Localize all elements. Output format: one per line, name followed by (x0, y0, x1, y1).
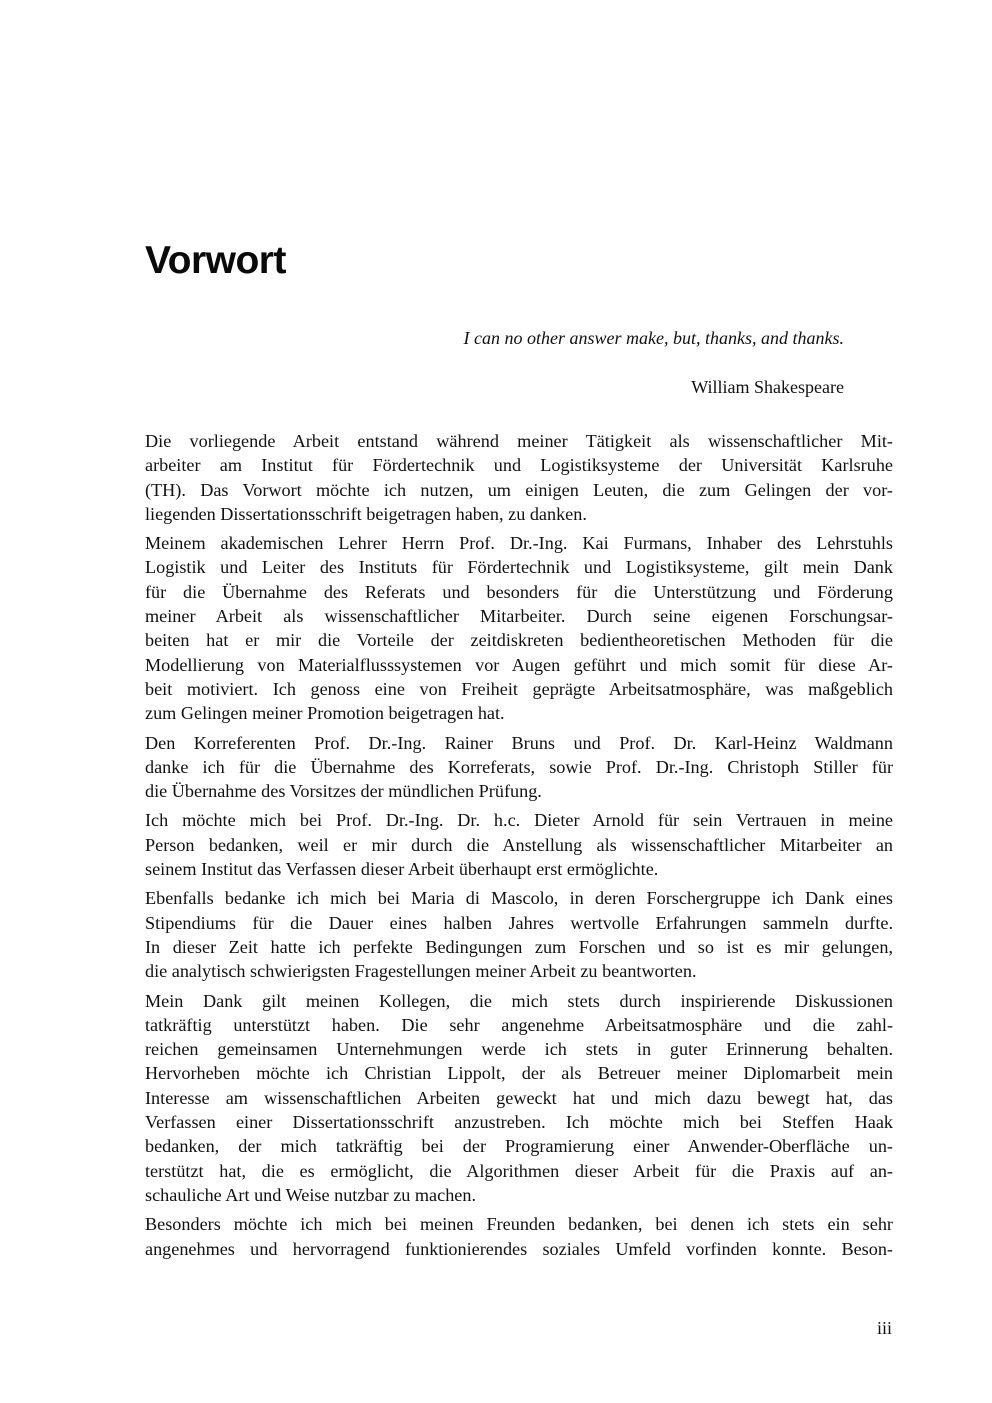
text-line: liegenden Dissertationsschrift beigetragen haben, zu danken. (145, 503, 587, 524)
text-line: Die vorliegende Arbeit entstand während meiner Tätigkeit als wissenschaftlicher Mit- (145, 431, 893, 451)
text-line: Verfassen einer Dissertationsschrift anzustreben. Ich möchte mich bei Steffen Haak (145, 1112, 893, 1133)
text-line: Mein Dank gilt meinen Kollegen, die mich stets durch inspirierende Diskussionen (145, 990, 893, 1011)
text-line: schauliche Art und Weise nutzbar zu machen. (145, 1184, 477, 1205)
text-line: beiten hat er mir die Vorteile der zeitdiskreten bedientheoretischen Methoden für die (145, 630, 893, 651)
paragraph-intro (145, 429, 893, 526)
text-line: danke ich für die Übernahme des Korreferats, sowie Prof. Dr.-Ing. Christoph Stiller für (145, 756, 893, 777)
text-line: arbeiter am Institut für Fördertechnik und Logistiksysteme der Universität Karlsruhe (145, 455, 893, 476)
text-line: Hervorheben möchte ich Christian Lippolt, der als Betreuer meiner Diplomarbeit mein (145, 1063, 893, 1084)
text-line: Meinem akademischen Lehrer Herrn Prof. Dr.-Ing. Kai Furmans, Inhaber des Lehrstuhls (145, 533, 893, 554)
text-line: seinem Institut das Verfassen dieser Arbeit überhaupt erst ermöglichte. (145, 859, 659, 880)
text-line: Ebenfalls bedanke ich mich bei Maria di Mascolo, in deren Forschergruppe ich Dank eines (145, 888, 893, 909)
text-line: bedanken, der mich tatkräftig bei der Programierung einer Anwender-Oberfläche un- (145, 1136, 893, 1157)
text-line: für die Übernahme des Referats und besonders für die Unterstützung und Förderung (145, 581, 893, 602)
text-line: Person bedanken, weil er mir durch die Anstellung als wissenschaftlicher Mitarbeiter an (145, 834, 893, 855)
epigraph (464, 326, 844, 399)
text-line: Besonders möchte ich mich bei meinen Freunden bedanken, bei denen ich stets ein sehr (145, 1214, 893, 1235)
text-line: Interesse am wissenschaftlichen Arbeiten geweckt hat und mich dazu bewegt hat, das (145, 1087, 893, 1108)
text-line: meiner Arbeit als wissenschaftlicher Mitarbeiter. Durch seine eigenen Forschungsar- (145, 606, 893, 627)
text-line: Ich möchte mich bei Prof. Dr.-Ing. Dr. h.c. Dieter Arnold für sein Vertrauen in meine (145, 810, 893, 831)
text-line: die analytisch schwierigsten Fragestellungen meiner Arbeit zu beantworten. (145, 961, 697, 982)
page-number: iii (876, 1318, 892, 1338)
body-text (145, 429, 893, 1266)
text-line: terstützt hat, die es ermöglicht, die Algorithmen dieser Arbeit für die Praxis auf an- (145, 1160, 893, 1181)
text-line: die Übernahme des Vorsitzes der mündlichen Prüfung. (145, 781, 542, 802)
paragraph-coreferees (145, 731, 893, 804)
text-line: In dieser Zeit hatte ich perfekte Bedingungen zum Forschen und so ist es mir gelungen, (145, 936, 893, 957)
page-title: Vorwort (145, 239, 286, 282)
text-line: zum Gelingen meiner Promotion beigetragen hat. (145, 703, 505, 724)
paragraph-advisor (145, 531, 893, 725)
text-line: (TH). Das Vorwort möchte ich nutzen, um einigen Leuten, die zum Gelingen der vor- (145, 479, 893, 500)
text-line: Stipendiums für die Dauer eines halben Jahres wertvolle Erfahrungen sammeln durfte. (145, 912, 893, 933)
text-line: Modellierung von Materialflusssystemen vor Augen geführt und mich somit für diese Ar- (145, 654, 893, 675)
epigraph-author: William Shakespeare (691, 377, 844, 397)
text-line: beit motiviert. Ich genoss eine von Freiheit geprägte Arbeitsatmosphäre, was maßgeblich (145, 678, 893, 699)
paragraph-mascolo (145, 886, 893, 983)
text-line: Den Korreferenten Prof. Dr.-Ing. Rainer Bruns und Prof. Dr. Karl-Heinz Waldmann (145, 732, 893, 753)
paragraph-colleagues (145, 989, 893, 1208)
paragraph-arnold (145, 808, 893, 881)
text-line: Logistik und Leiter des Instituts für Fördertechnik und Logistiksysteme, gilt mein Dank (145, 557, 893, 578)
paragraph-friends (145, 1212, 893, 1261)
text-line: angenehmes und hervorragend funktionierendes soziales Umfeld vorfinden konnte. Beson- (145, 1238, 893, 1259)
epigraph-quote: I can no other answer make, but, thanks, and thanks. (463, 328, 844, 348)
text-line: reichen gemeinsamen Unternehmungen werde ich stets in guter Erinnerung behalten. (145, 1039, 893, 1060)
text-line: tatkräftig unterstützt haben. Die sehr angenehme Arbeitsatmosphäre und die zahl- (145, 1014, 893, 1035)
